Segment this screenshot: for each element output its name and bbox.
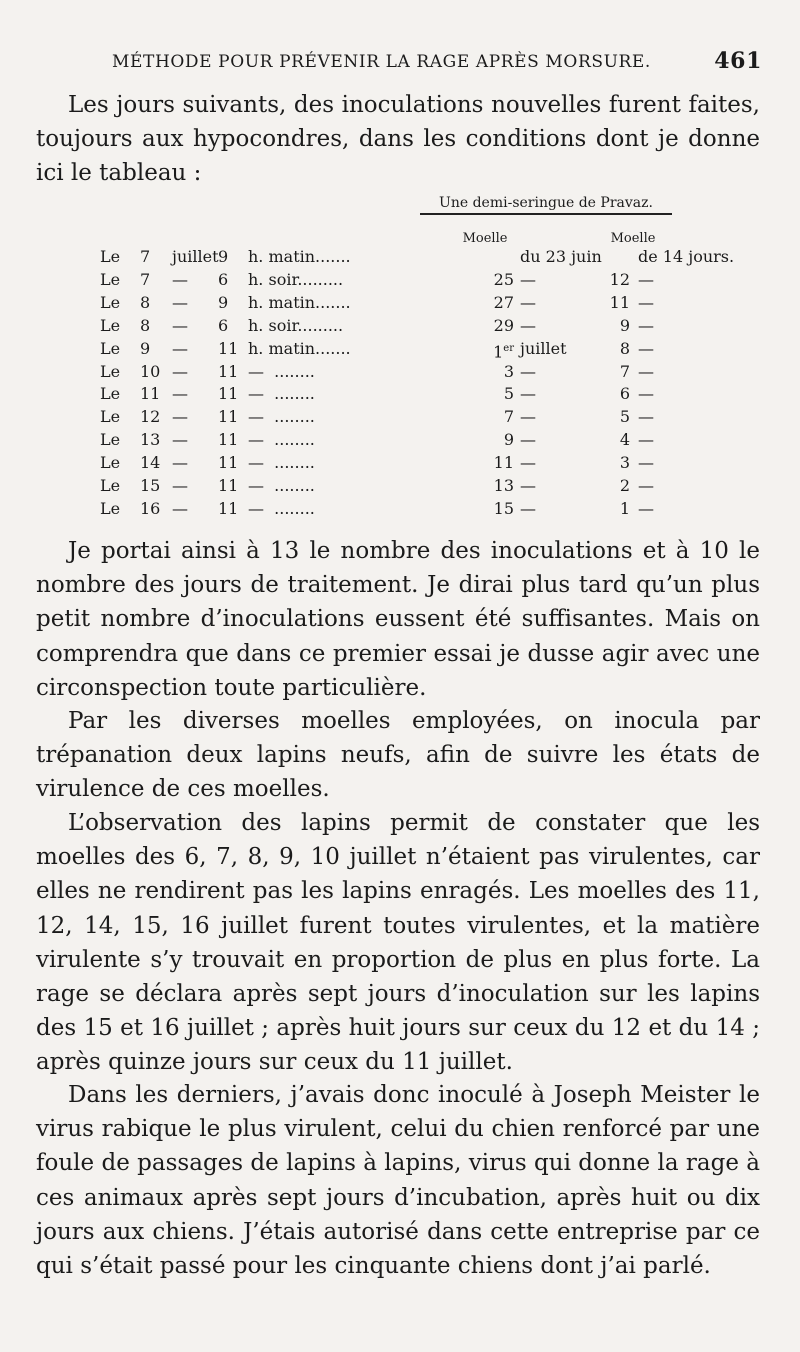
row-moelle-1-unit: — [520,292,536,312]
row-month: — [172,430,188,450]
row-moelle-1-unit: — [520,384,536,404]
table-row [100,475,720,497]
paragraph-meister: Dans les derniers, j’avais donc inoculé à Joseph Meister le virus rabique le plus virulent, celui du chien renforcé par une foule de passages de lapins à lapins, virus qui donne la rage à ces animaux après sept jours d’incubation, après huit ou dix jours aux chiens. J’étais autorisé dans cette entreprise par ce qui s’était passé pour les cinquante chiens dont j’ai parlé. [36,1082,760,1280]
table-row [100,269,720,291]
row-time: — ........ [248,453,315,473]
row-moelle-1-unit: — [520,453,536,473]
row-moelle-2-value: 1 [619,498,630,518]
table-row [100,361,720,383]
row-moelle-1-unit: du 23 juin [520,247,602,266]
row-moelle-1-unit: — [520,498,536,518]
row-moelle-2-value: 2 [619,476,630,495]
row-le: Le [100,384,121,404]
row-le: Le [100,247,121,266]
row-moelle-1-value: 25 [493,269,514,289]
row-moelle-1-value: 13 [493,476,514,495]
column-header-moelle-2: Moelle [610,231,656,246]
row-le: Le [100,476,121,495]
row-time: h. matin....... [248,338,351,358]
table-row [100,498,720,520]
row-moelle-2-unit: — [638,292,654,312]
table-row [100,429,720,451]
paragraph-observation: L’observation des lapins permit de constater que les moelles des 6, 7, 8, 9, 10 juillet n’étaient pas virulentes, car elles ne rendirent pas les lapins enragés. Les moelles des 11, 12, 14, 15, 16 juillet furent toutes virulentes, et la matière virulente s’y trouvait en proportion de plus en plus forte. La rage se déclara après sept jours d’inoculation sur les lapins des 15 et 16 juillet ; après huit jours sur ceux du 12 et du 14 ; après quinze jours sur ceux du 11 juillet. [36,810,760,1076]
row-time: h. soir......... [248,269,344,289]
table-caption: Une demi-seringue de Pravaz. [420,195,672,215]
row-day: 12 [140,407,161,427]
row-moelle-2-unit: de 14 jours. [638,247,735,266]
row-moelle-1-value: 7 [503,407,514,427]
row-moelle-2-unit: — [638,498,654,518]
row-month: — [172,453,188,473]
row-moelle-1-value: 27 [493,292,514,312]
row-day: 13 [140,430,161,450]
table-row [100,338,720,360]
row-day: 10 [140,361,161,381]
row-moelle-2-unit: — [638,453,654,473]
row-day: 7 [140,247,151,266]
row-month: juillet [172,247,219,266]
row-time: h. matin....... [248,247,351,266]
row-month: — [172,269,188,289]
row-day: 16 [140,498,161,518]
table-row [100,406,720,428]
table-row [100,292,720,314]
row-le: Le [100,292,121,312]
row-hour: 11 [218,476,239,495]
row-moelle-1-value: 5 [503,384,514,404]
row-moelle-2-value: 4 [619,430,630,450]
paragraph-trepanation: Par les diverses moelles employées, on inocula par trépanation deux lapins neufs, afin de suivre les états de virulence de ces moelles. [36,708,760,803]
row-hour: 6 [218,315,229,335]
row-time: — ........ [248,430,315,450]
page-number: 461 [714,48,762,74]
row-moelle-2-value: 3 [619,453,630,473]
row-moelle-1-unit: — [520,269,536,289]
row-moelle-2-value: 11 [609,292,630,312]
row-moelle-1-unit: juillet [520,338,567,358]
row-moelle-2-unit: — [638,269,654,289]
row-day: 14 [140,453,161,473]
row-moelle-1-unit: — [520,361,536,381]
row-moelle-2-unit: — [638,476,654,495]
row-month: — [172,407,188,427]
row-month: — [172,476,188,495]
row-le: Le [100,407,121,427]
row-moelle-2-unit: — [638,430,654,450]
row-moelle-2-unit: — [638,361,654,381]
row-le: Le [100,453,121,473]
row-moelle-1-value: 1er [493,341,514,361]
row-hour: 9 [218,247,229,266]
row-moelle-2-value: 6 [619,384,630,404]
row-moelle-2-value: 5 [619,407,630,427]
table-row [100,315,720,337]
row-day: 9 [140,338,151,358]
row-time: — ........ [248,361,315,381]
row-day: 8 [140,315,151,335]
row-hour: 9 [218,292,229,312]
table-row [100,383,720,405]
paragraph-treatment-count: Je portai ainsi à 13 le nombre des inoculations et à 10 le nombre des jours de traitement. Je dirai plus tard qu’un plus petit nombre d’inoculations eussent été suffisantes. Mais on comprendra que dans ce premier essai je dusse agir avec une circonspection toute particulière. [36,538,760,701]
row-moelle-2-value: 12 [609,269,630,289]
row-le: Le [100,269,121,289]
running-title: MÉTHODE POUR PRÉVENIR LA RAGE APRÈS MORSURE. [112,52,651,72]
row-time: h. matin....... [248,292,351,312]
row-moelle-1-value: 9 [503,430,514,450]
row-moelle-1-unit: — [520,476,536,495]
row-moelle-2-value: 8 [619,338,630,358]
running-header [112,48,762,76]
table-row [100,452,720,474]
row-time: — ........ [248,498,315,518]
row-month: — [172,292,188,312]
row-month: — [172,498,188,518]
row-le: Le [100,498,121,518]
row-moelle-1-value: 29 [493,315,514,335]
table-row [100,246,735,268]
row-le: Le [100,315,121,335]
row-moelle-1-value: 11 [493,453,514,473]
row-hour: 11 [218,453,239,473]
row-moelle-2-unit: — [638,384,654,404]
row-time: — ........ [248,476,315,495]
row-moelle-1-unit: — [520,315,536,335]
row-moelle-2-unit: — [638,338,654,358]
row-day: 15 [140,476,161,495]
row-time: — ........ [248,384,315,404]
row-hour: 11 [218,498,239,518]
row-day: 11 [140,384,161,404]
row-le: Le [100,361,121,381]
row-month: — [172,338,188,358]
row-hour: 6 [218,269,229,289]
row-moelle-1-value: 3 [503,361,514,381]
row-moelle-2-unit: — [638,315,654,335]
column-header-moelle-1: Moelle [462,231,508,246]
row-hour: 11 [218,407,239,427]
row-month: — [172,361,188,381]
row-le: Le [100,338,121,358]
row-day: 8 [140,292,151,312]
row-hour: 11 [218,338,239,358]
row-moelle-2-value: 9 [619,315,630,335]
row-month: — [172,384,188,404]
row-hour: 11 [218,384,239,404]
row-day: 7 [140,269,151,289]
row-moelle-2-unit: — [638,407,654,427]
row-hour: 11 [218,430,239,450]
row-moelle-2-value: 7 [619,361,630,381]
row-moelle-1-unit: — [520,430,536,450]
row-month: — [172,315,188,335]
row-moelle-1-value: 15 [493,498,514,518]
row-le: Le [100,430,121,450]
row-hour: 11 [218,361,239,381]
row-moelle-1-unit: — [520,407,536,427]
paragraph-intro: Les jours suivants, des inoculations nouvelles furent faites, toujours aux hypocondres, dans les conditions dont je donne ici le tableau : [36,92,760,187]
row-time: h. soir......... [248,315,344,335]
row-time: — ........ [248,407,315,427]
